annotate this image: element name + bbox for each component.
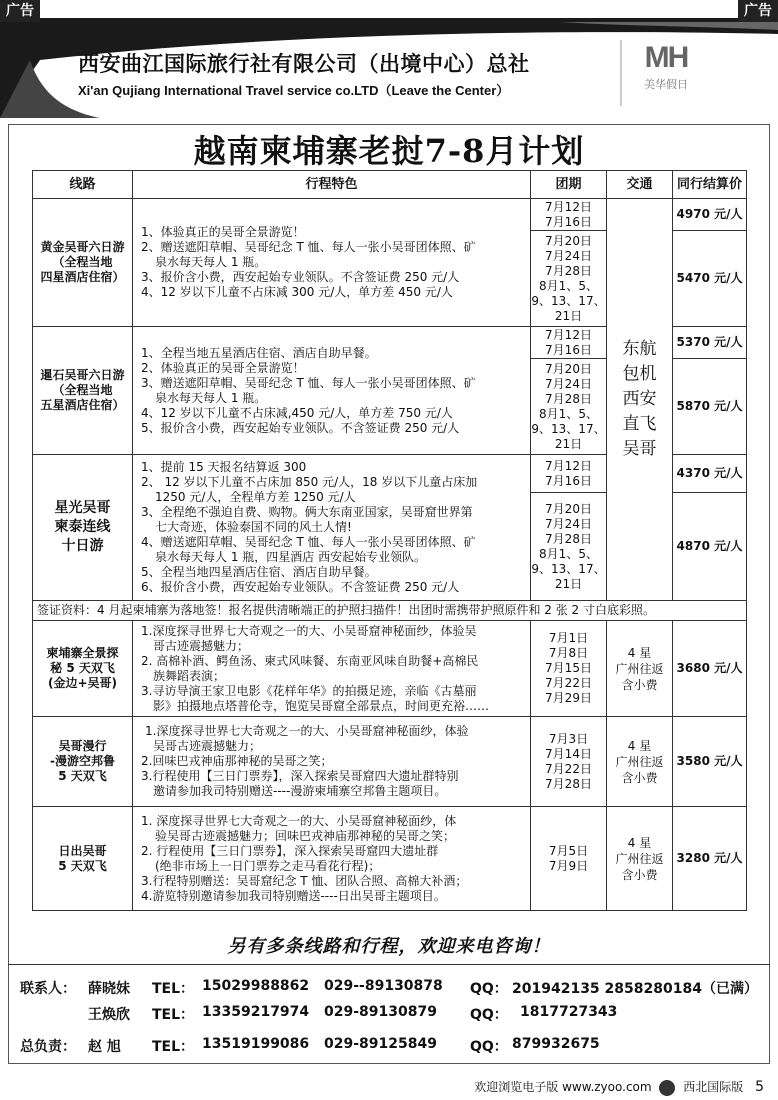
feature-line: 3、赠送遮阳草帽、吴哥纪念 T 恤、每人一张小吴哥团体照、矿 (141, 375, 476, 390)
table-header-row (33, 171, 747, 199)
date-group: 7月20日 7月24日 7月28日 8月1、5、 9、13、17、 21日 (531, 231, 607, 327)
feature-line: 5、报价含小费，西安起始专业领队。不含签证费 250 元/人 (141, 420, 460, 435)
feature-line: 族舞蹈表演； (153, 668, 226, 683)
feature-line: 吴哥古迹震撼魅力； (153, 739, 262, 753)
transport-shared: 东航 包机 西安 直飞 吴哥 (607, 199, 673, 601)
route-features (133, 455, 531, 601)
feature-line: 七大奇迹，体验泰国不同的风土人情! (155, 520, 352, 534)
feature-line: 4、赠送遮阳草帽、吴哥纪念 T 恤、每人一张小吴哥团体照、矿 (141, 535, 476, 549)
brand-logo (620, 40, 710, 106)
feature-line: 4、12 岁以下儿童不占床减 300 元/人，单方差 450 元/人 (141, 285, 453, 299)
tel-label: TEL： (152, 1039, 195, 1055)
table-row (33, 621, 747, 717)
qq: 879932675 (512, 1036, 600, 1052)
page-header (0, 0, 778, 118)
visa-note-row (33, 601, 747, 621)
feature-line: 2. 高棉补酒、鳄鱼汤、柬式风味餐、东南亚风味自助餐+高棉民 (141, 653, 479, 668)
price: 4870 元/人 (673, 493, 747, 601)
feature-line: 泉水每天每人 1 瓶，四星酒店 西安起始专业领队。 (155, 550, 427, 564)
qq: 201942135 2858280184（已满） (512, 981, 758, 997)
transport: 4 星 广州往返 含小费 (607, 717, 673, 807)
route-features (133, 807, 531, 911)
page-title: 越南柬埔寨老挝7-8月计划 (193, 132, 585, 170)
feature-line: 3.行程特别赠送：吴哥窟纪念 T 恤、团队合照、高棉大补酒； (141, 873, 468, 888)
publisher-icon (659, 1080, 675, 1096)
feature-line: 泉水每天每人 1 瓶。 (155, 255, 267, 269)
itinerary-table (32, 170, 747, 911)
visa-note: 签证资料：4 月起柬埔寨为落地签！报名提供清晰端正的护照扫描件！出团时需携带护照原件和 2 张 2 寸白底彩照。 (33, 601, 747, 621)
mobile: 13359217974 (202, 1004, 310, 1020)
price: 5470 元/人 (673, 231, 747, 327)
ad-tag-right: 广告 (738, 0, 778, 22)
feature-line: 4.游览特别邀请参加我司特别赠送----日出吴哥主题项目。 (141, 888, 446, 903)
ad-tag-left: 广告 (0, 0, 40, 22)
logo-subtitle: 美华假日 (644, 78, 688, 91)
table-row (33, 807, 747, 911)
feature-line: 验吴哥古迹震撼魅力；回味巴戎神庙那神秘的吴哥之笑； (155, 828, 456, 843)
feature-line: 1.深度探寻世界七大奇观之一的大、小吴哥窟神秘面纱，体验 (145, 724, 469, 738)
route-features (133, 327, 531, 455)
company-name-en: Xi'an Qujiang International Travel service co.LTD（Leave the Center） (78, 83, 510, 98)
consult-banner: 另有多条线路和行程，欢迎来电咨询！ (227, 936, 551, 957)
feature-line: 2、 12 岁以下儿童不占床加 850 元/人，18 岁以下儿童占床加 (141, 475, 478, 489)
page-footer (474, 1078, 764, 1096)
feature-line: 3、全程绝不强迫自费、购物。俩大东南亚国家，吴哥窟世界第 (141, 505, 473, 519)
contact-label: 总负责： (20, 1039, 76, 1055)
feature-line: 1.深度探寻世界七大奇观之一的大、小吴哥窟神秘面纱，体验吴 (141, 623, 477, 638)
feature-line: 影》拍摄地点塔普伦寺，饱览吴哥窟全部景点，时间更充裕…… (153, 698, 490, 713)
phone: 029--89130878 (324, 978, 443, 994)
feature-line: 5、全程当地四星酒店住宿、酒店自助早餐。 (141, 565, 377, 579)
company-name-cn: 西安曲江国际旅行社有限公司（出境中心）总社 (78, 52, 530, 76)
feature-line: 泉水每天每人 1 瓶。 (155, 390, 267, 405)
route-name: 日出吴哥 5 天双飞 (33, 807, 133, 911)
header-route: 线路 (33, 171, 133, 199)
footer-text: 欢迎浏览电子版 www.zyoo.com (474, 1080, 652, 1094)
tel-label: TEL： (152, 981, 195, 997)
qq-label: QQ： (470, 981, 508, 997)
phone: 029-89125849 (324, 1036, 437, 1052)
qq-label: QQ： (470, 1039, 508, 1055)
price: 3280 元/人 (673, 807, 747, 911)
mobile: 15029988862 (202, 978, 310, 994)
dates: 7月5日 7月9日 (531, 807, 607, 911)
feature-line: 2. 行程使用【三日门票券】，深入探索吴哥窟四大遗址群 (141, 843, 439, 858)
date-group: 7月12日 7月16日 (531, 327, 607, 359)
route-name: 吴哥漫行 -漫游空邦鲁 5 天双飞 (33, 717, 133, 807)
feature-line: 1250 元/人，全程单方差 1250 元/人 (155, 490, 356, 504)
logo-mark: MH (644, 41, 688, 74)
header-price: 同行结算价 (673, 171, 747, 199)
phone: 029-89130879 (324, 1004, 437, 1020)
feature-line: 哥古迹震撼魅力； (153, 638, 250, 653)
date-group: 7月20日 7月24日 7月28日 8月1、5、 9、13、17、 21日 (531, 493, 607, 601)
feature-line: 2、赠送遮阳草帽、吴哥纪念 T 恤、每人一张小吴哥团体照、矿 (141, 240, 476, 254)
footer-edition: 西北国际版 (683, 1080, 744, 1094)
table-row (33, 717, 747, 807)
header-dates: 团期 (531, 171, 607, 199)
route-features (133, 717, 531, 807)
route-name: 星光吴哥 柬泰连线 十日游 (33, 455, 133, 601)
feature-line: 邀请参加我司特别赠送----漫游柬埔寨空邦鲁主题项目。 (153, 784, 447, 798)
feature-line: 2.回味巴戎神庙那神秘的吴哥之笑； (141, 754, 333, 768)
contact-label: 联系人： (20, 981, 76, 997)
feature-line: 3.寻访导演王家卫电影《花样年华》的拍摄足迹，亲临《古墓丽 (141, 683, 477, 698)
mobile: 13519199086 (202, 1036, 310, 1052)
date-group: 7月12日 7月16日 (531, 455, 607, 493)
feature-line: 1. 深度探寻世界七大奇观之一的大、小吴哥窟神秘面纱，体 (141, 813, 457, 828)
date-group: 7月12日 7月16日 (531, 199, 607, 231)
feature-line: 3.行程使用【三日门票券】，深入探索吴哥窟四大遗址群特别 (141, 769, 459, 783)
contact-name: 赵 旭 (88, 1039, 121, 1055)
date-group: 7月20日 7月24日 7月28日 8月1、5、 9、13、17、 21日 (531, 359, 607, 455)
feature-line: 1、体验真正的吴哥全景游览！ (141, 225, 305, 239)
table-row (33, 199, 747, 231)
price: 4970 元/人 (673, 199, 747, 231)
feature-line: 1、提前 15 天报名结算返 300 (141, 460, 307, 474)
header-features: 行程特色 (133, 171, 531, 199)
feature-line: 2、体验真正的吴哥全景游览！ (141, 360, 305, 375)
price: 3680 元/人 (673, 621, 747, 717)
page-number: 5 (755, 1079, 764, 1095)
feature-line: (绝非市场上一日门票券之走马看花行程)； (155, 858, 381, 873)
dates: 7月3日 7月14日 7月22日 7月28日 (531, 717, 607, 807)
feature-line: 4、12 岁以下儿童不占床减,450 元/人，单方差 750 元/人 (141, 405, 453, 420)
route-name: 暹石吴哥六日游 （全程当地 五星酒店住宿） (33, 327, 133, 455)
price: 5370 元/人 (673, 327, 747, 359)
transport: 4 星 广州往返 含小费 (607, 621, 673, 717)
contact-name: 薛晓妹 (88, 981, 130, 997)
feature-line: 1、全程当地五星酒店住宿、酒店自助早餐。 (141, 345, 377, 360)
route-name: 黄金吴哥六日游 （全程当地 四星酒店住宿） (33, 199, 133, 327)
route-features (133, 199, 531, 327)
price: 3580 元/人 (673, 717, 747, 807)
feature-line: 6、报价含小费，西安起始专业领队。不含签证费 250 元/人 (141, 580, 460, 594)
price: 4370 元/人 (673, 455, 747, 493)
route-features (133, 621, 531, 717)
qq: 1817727343 (520, 1004, 618, 1020)
feature-line: 3、报价含小费，西安起始专业领队。不含签证费 250 元/人 (141, 270, 460, 284)
dates: 7月1日 7月8日 7月15日 7月22日 7月29日 (531, 621, 607, 717)
divider (8, 964, 770, 965)
qq-label: QQ： (470, 1007, 508, 1023)
transport: 4 星 广州往返 含小费 (607, 807, 673, 911)
contact-name: 王焕欣 (88, 1007, 130, 1023)
price: 5870 元/人 (673, 359, 747, 455)
tel-label: TEL： (152, 1007, 195, 1023)
header-transport: 交通 (607, 171, 673, 199)
route-name: 柬埔寨全景探 秘 5 天双飞 (金边+吴哥) (33, 621, 133, 717)
